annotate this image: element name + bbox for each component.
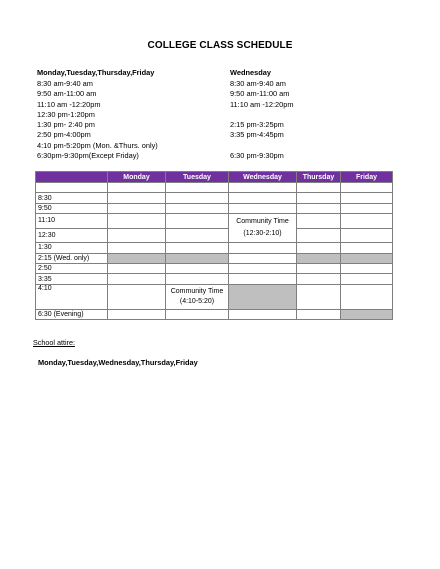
schedule-cell[interactable] — [108, 214, 166, 229]
schedule-cell[interactable] — [166, 274, 229, 284]
time-slot — [230, 141, 294, 151]
table-row — [36, 203, 393, 213]
schedule-cell[interactable] — [229, 183, 297, 193]
column-header-monday: Monday — [108, 172, 166, 183]
schedule-cell[interactable] — [166, 193, 229, 203]
community-time-label: Community Time — [236, 218, 289, 226]
time-slot: 2:50 pm-4:00pm — [37, 130, 91, 140]
schedule-cell[interactable] — [229, 193, 297, 203]
schedule-cell-unavailable — [166, 253, 229, 263]
schedule-cell[interactable] — [297, 193, 341, 203]
row-label: 11:10 — [36, 214, 108, 229]
schedule-cell[interactable] — [108, 309, 166, 319]
row-label: 12:30 — [36, 228, 108, 243]
schedule-table — [35, 171, 393, 320]
row-label — [36, 183, 108, 193]
schedule-cell[interactable] — [108, 263, 166, 273]
page-title: COLLEGE CLASS SCHEDULE — [147, 40, 293, 51]
community-time-wednesday[interactable] — [229, 214, 297, 243]
column-header-tuesday: Tuesday — [166, 172, 229, 183]
row-label: 2:15 (Wed. only) — [36, 253, 108, 263]
schedule-cell[interactable] — [108, 193, 166, 203]
table-row — [36, 243, 393, 253]
weekday-times — [37, 68, 158, 161]
table-row — [36, 228, 393, 243]
schedule-cell[interactable] — [166, 214, 229, 229]
time-slot: 11:10 am -12:20pm — [230, 99, 294, 109]
schedule-cell[interactable] — [166, 183, 229, 193]
table-row — [36, 274, 393, 284]
time-slot: 6:30 pm-9:30pm — [230, 151, 284, 161]
schedule-cell[interactable] — [108, 228, 166, 243]
schedule-cell[interactable] — [341, 203, 393, 213]
schedule-cell-unavailable — [341, 309, 393, 319]
table-row — [36, 183, 393, 193]
schedule-cell[interactable] — [108, 243, 166, 253]
schedule-cell[interactable] — [297, 243, 341, 253]
time-slot: 4:10 pm-5:20pm (Mon. &Thurs. only) — [37, 140, 158, 150]
weekday-heading: Monday,Tuesday,Thursday,Friday — [37, 68, 155, 77]
schedule-cell[interactable] — [297, 274, 341, 284]
schedule-cell[interactable] — [229, 309, 297, 319]
schedule-cell[interactable] — [229, 203, 297, 213]
row-label: 6:30 (Evening) — [36, 309, 108, 319]
table-row — [36, 253, 393, 263]
schedule-cell[interactable] — [166, 243, 229, 253]
wednesday-times — [230, 68, 294, 161]
schedule-cell[interactable] — [108, 183, 166, 193]
schedule-cell-unavailable — [229, 284, 297, 309]
schedule-cell[interactable] — [341, 243, 393, 253]
time-slot: 8:30 am-9:40 am — [37, 79, 93, 88]
time-slot: 1:30 pm- 2:40 pm — [37, 120, 95, 130]
schedule-cell[interactable] — [166, 203, 229, 213]
community-time-range: (12:30-2:10) — [243, 230, 282, 238]
time-slot — [230, 110, 294, 120]
time-slot: 12:30 pm-1:20pm — [37, 109, 95, 119]
column-header-friday: Friday — [341, 172, 393, 183]
schedule-cell-unavailable — [108, 253, 166, 263]
schedule-cell[interactable] — [341, 214, 393, 229]
table-row — [36, 214, 393, 229]
time-slot: 2:15 pm-3:25pm — [230, 120, 284, 130]
column-header — [36, 172, 108, 183]
schedule-cell[interactable] — [297, 263, 341, 273]
schedule-cell[interactable] — [108, 203, 166, 213]
attire-label: School attire: — [33, 338, 75, 347]
schedule-cell[interactable] — [166, 263, 229, 273]
schedule-cell[interactable] — [297, 228, 341, 243]
schedule-cell[interactable] — [229, 253, 297, 263]
time-slot: 11:10 am -12:20pm — [37, 99, 101, 109]
schedule-cell[interactable] — [229, 263, 297, 273]
row-label: 3:35 — [36, 274, 108, 284]
schedule-cell[interactable] — [108, 274, 166, 284]
row-label: 2:50 — [36, 263, 108, 273]
table-header-row — [36, 172, 393, 183]
community-time-range: (4:10-5:20) — [179, 297, 215, 305]
table-row — [36, 309, 393, 319]
community-time-tuesday[interactable] — [166, 284, 229, 309]
schedule-cell[interactable] — [297, 214, 341, 229]
table-row — [36, 263, 393, 273]
time-slot: 8:30 am-9:40 am — [230, 79, 286, 88]
time-slot: 3:35 pm-4:45pm — [230, 130, 284, 140]
table-row — [36, 284, 393, 309]
schedule-cell[interactable] — [229, 274, 297, 284]
column-header-thursday: Thursday — [297, 172, 341, 183]
schedule-cell[interactable] — [108, 284, 166, 309]
attire-days: Monday,Tuesday,Wednesday,Thursday,Friday — [38, 358, 198, 367]
row-label: 8:30 — [36, 193, 108, 203]
time-slot: 6:30pm-9:30pm(Except Friday) — [37, 151, 139, 161]
schedule-cell[interactable] — [297, 309, 341, 319]
schedule-cell[interactable] — [341, 193, 393, 203]
row-label: 1:30 — [36, 243, 108, 253]
row-label: 9:50 — [36, 203, 108, 213]
schedule-cell[interactable] — [341, 228, 393, 243]
wednesday-heading: Wednesday — [230, 68, 271, 77]
schedule-cell-unavailable — [341, 253, 393, 263]
time-slot: 9:50 am-11:00 am — [37, 89, 97, 99]
schedule-cell[interactable] — [341, 274, 393, 284]
schedule-cell[interactable] — [297, 284, 341, 309]
column-header-wednesday: Wednesday — [229, 172, 297, 183]
schedule-cell[interactable] — [341, 183, 393, 193]
schedule-cell[interactable] — [341, 263, 393, 273]
schedule-cell-unavailable — [297, 253, 341, 263]
schedule-cell[interactable] — [341, 284, 393, 309]
time-slot: 9:50 am-11:00 am — [230, 89, 290, 99]
row-label: 4:10 — [36, 284, 108, 309]
schedule-cell[interactable] — [297, 183, 341, 193]
schedule-cell[interactable] — [166, 309, 229, 319]
community-time-label: Community Time — [170, 287, 224, 295]
schedule-cell[interactable] — [297, 203, 341, 213]
table-row — [36, 193, 393, 203]
schedule-cell[interactable] — [166, 228, 229, 243]
schedule-cell[interactable] — [229, 243, 297, 253]
